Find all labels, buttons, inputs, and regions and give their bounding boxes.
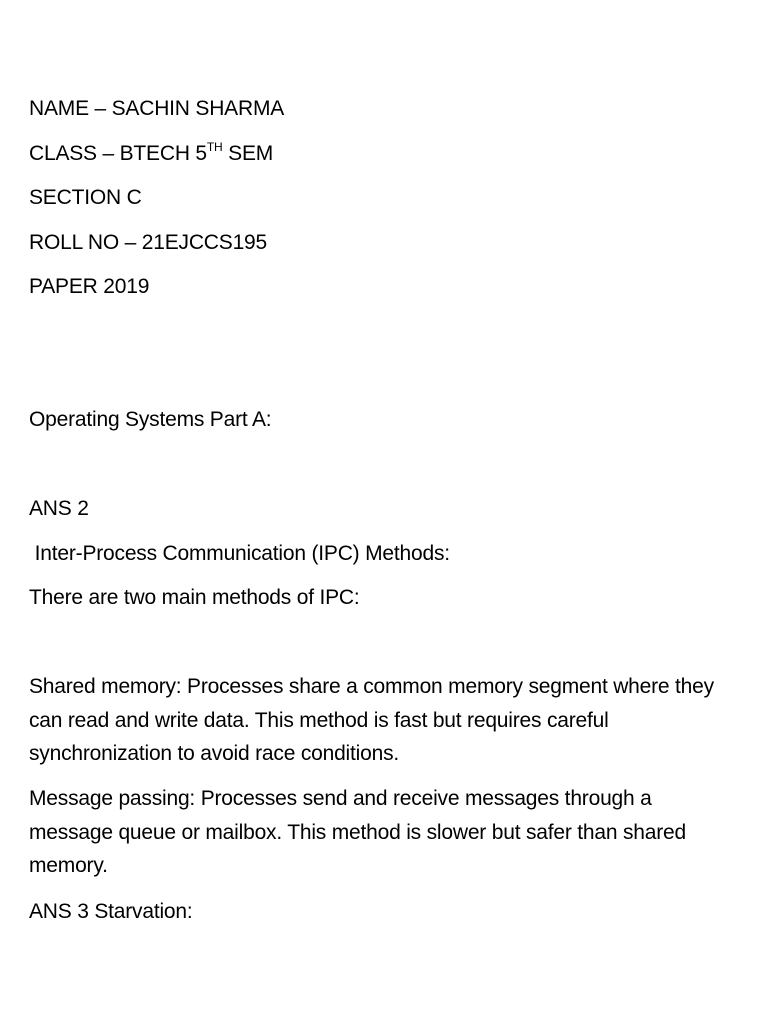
- shared-memory-paragraph: Shared memory: Processes share a common memory segment where they can read and write data. This method is fast but requires careful synchronization to avoid race conditions.: [29, 675, 714, 765]
- student-section: SECTION C: [29, 186, 142, 209]
- class-text: CLASS – BTECH 5: [29, 142, 207, 165]
- message-passing-paragraph: Message passing: Processes send and receive messages through a message queue or mailbox. This method is slower but safer than shared memory.: [29, 787, 687, 877]
- student-name: NAME – SACHIN SHARMA: [29, 97, 285, 120]
- answer-2-intro: There are two main methods of IPC:: [29, 586, 360, 609]
- answer-2-heading: Inter-Process Communication (IPC) Methods:: [29, 542, 450, 565]
- class-suffix: SEM: [222, 142, 274, 165]
- class-superscript: TH: [206, 140, 223, 154]
- answer-3-label: ANS 3 Starvation:: [29, 900, 193, 923]
- roll-number: ROLL NO – 21EJCCS195: [29, 231, 268, 254]
- part-title: Operating Systems Part A:: [29, 408, 272, 431]
- student-class: [29, 137, 273, 170]
- paper-year: PAPER 2019: [29, 275, 150, 298]
- answer-2-label: ANS 2: [29, 497, 89, 520]
